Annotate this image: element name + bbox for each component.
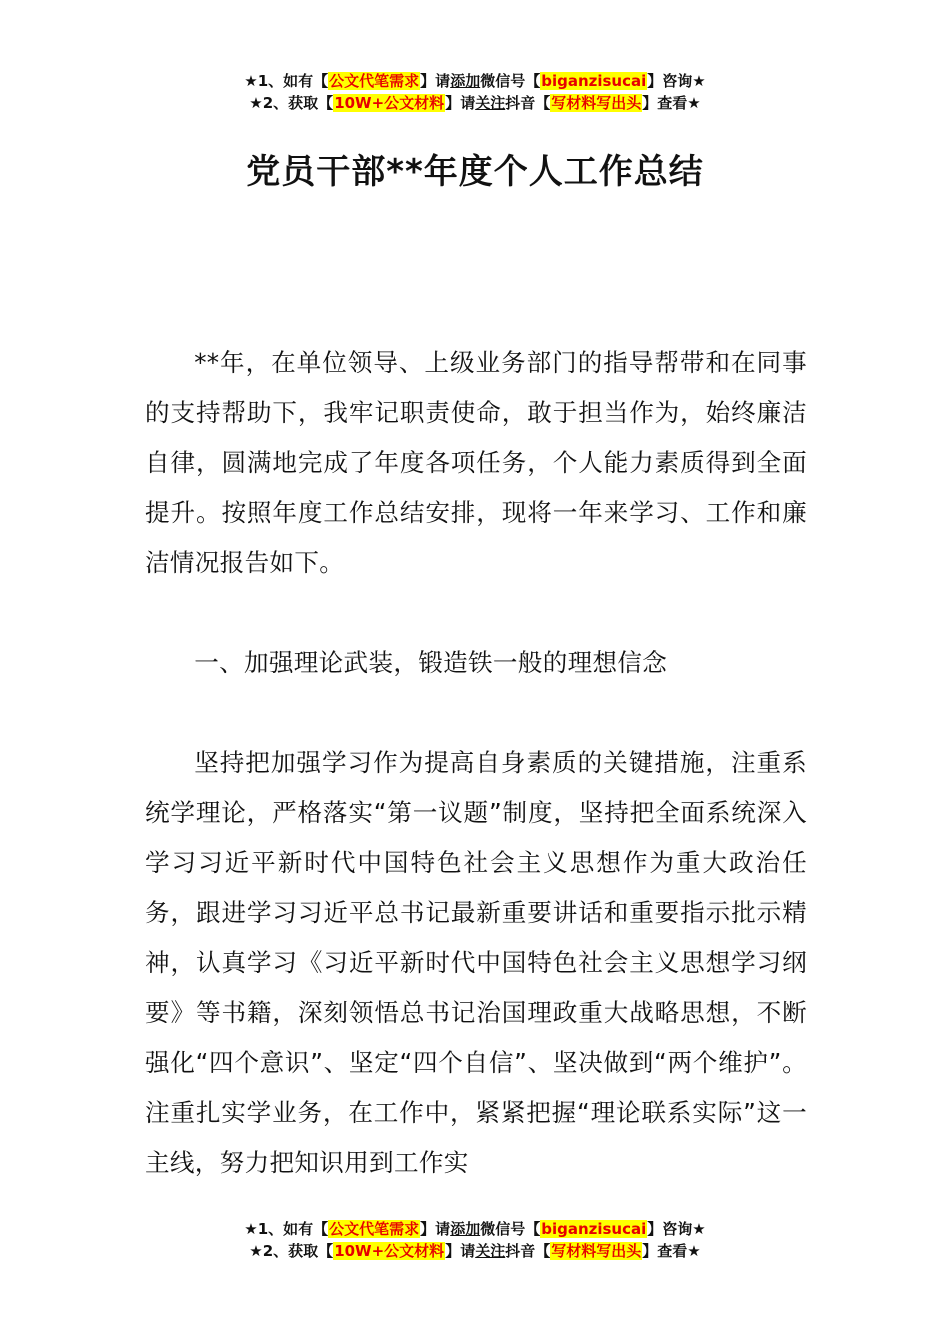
section-paragraph: 坚持把加强学习作为提高自身素质的关键措施，注重系统学理论，严格落实“第一议题”制度，坚持把全面系统深入学习习近平新时代中国特色社会主义思想作为重大政治任务，跟进学习习近平总书记最新重要讲话和重要指示批示精神，认真学习《习近平新时代中国特色社会主义思想学习纲要》等书籍，深刻领悟总书记治国理政重大战略思想，不断强化“四个意识”、坚定“四个自信”、坚决做到“两个维护”。注重扎实学业务，在工作中，紧紧把握“理论联系实际”这一主线，努力把知识用到工作实: [145, 748, 807, 1177]
banner-underline: 关注: [475, 1242, 506, 1260]
banner-underline: 添加: [450, 1220, 481, 1238]
intro-paragraph: **年，在单位领导、上级业务部门的指导帮带和在同事的支持帮助下，我牢记职责使命，敢于担当作为，始终廉洁自律，圆满地完成了年度各项任务，个人能力素质得到全面提升。按照年度工作总结安排，现将一年来学习、工作和廉洁情况报告如下。: [145, 348, 807, 577]
banner-text: 】咨询★: [647, 72, 706, 90]
banner-highlight: 10W+公文材料: [334, 94, 445, 112]
footer-line-2: [0, 1240, 950, 1262]
banner-text: ★1、如有【: [244, 72, 329, 90]
footer-line-1: [0, 1218, 950, 1240]
banner-text: ★2、获取【: [249, 94, 334, 112]
banner-underline: 关注: [475, 94, 506, 112]
page-title: 党员干部**年度个人工作总结: [246, 152, 704, 192]
banner-highlight: 公文代笔需求: [329, 1220, 420, 1238]
document-body: [145, 338, 807, 1188]
banner-text: 】请: [420, 72, 451, 90]
banner-highlight-douyin: 写材料写出头: [551, 1242, 642, 1260]
banner-text: ★2、获取【: [249, 1242, 334, 1260]
footer-banner: [0, 1218, 950, 1262]
banner-text: 抖音【: [505, 1242, 551, 1260]
banner-line-1: [0, 70, 950, 92]
banner-highlight: 10W+公文材料: [334, 1242, 445, 1260]
banner-underline: 添加: [450, 72, 481, 90]
banner-text: 抖音【: [505, 94, 551, 112]
banner-highlight-douyin: 写材料写出头: [551, 94, 642, 112]
banner-highlight: 公文代笔需求: [329, 72, 420, 90]
banner-text: 】查看★: [642, 94, 701, 112]
banner-text: 微信号【: [480, 1220, 541, 1238]
banner-text: ★1、如有【: [244, 1220, 329, 1238]
header-banner: [0, 70, 950, 114]
section-heading: 一、加强理论武装，锻造铁一般的理想信念: [194, 648, 668, 677]
banner-text: 】请: [445, 94, 476, 112]
banner-text: 】请: [420, 1220, 451, 1238]
banner-highlight-wechat-id: biganzisucai: [541, 72, 647, 90]
banner-text: 】请: [445, 1242, 476, 1260]
banner-line-2: [0, 92, 950, 114]
banner-text: 微信号【: [480, 72, 541, 90]
banner-highlight-wechat-id: biganzisucai: [541, 1220, 647, 1238]
banner-text: 】查看★: [642, 1242, 701, 1260]
banner-text: 】咨询★: [647, 1220, 706, 1238]
